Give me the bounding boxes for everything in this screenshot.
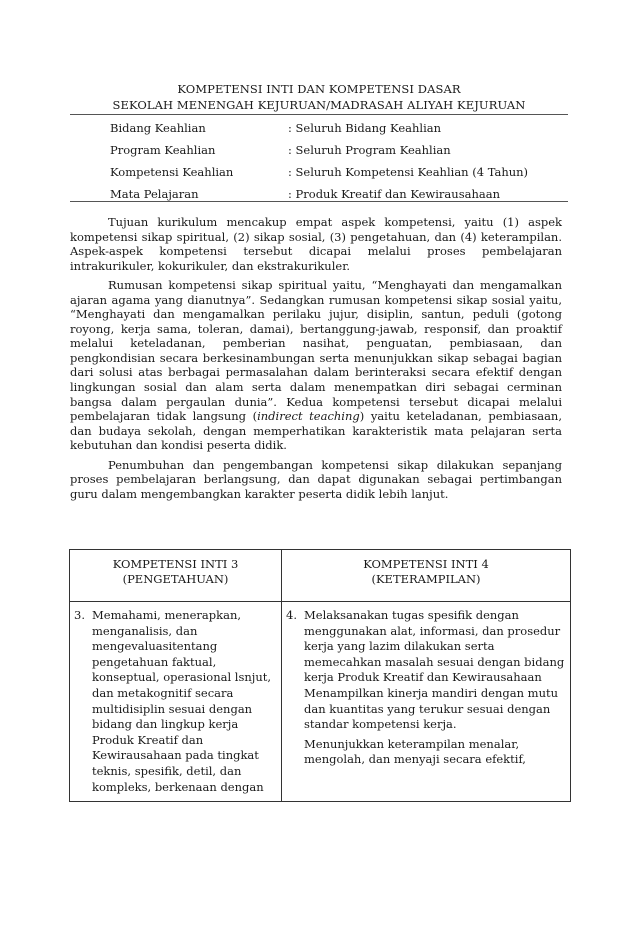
item-text: Melaksanakan tugas spesifik dengan menggunakan alat, informasi, dan prosedur kerja yang lazim dilakukan serta memecahkan masalah sesuai dengan bidang kerja Produk Kreatif dan Kewirausahaan Menampilkan kinerja mandiri dengan mutu dan kuantitas yang terukur sesuai dengan standar kompetensi kerja. [304, 608, 565, 732]
competency-table [69, 549, 571, 802]
body-text [70, 215, 562, 506]
item-extra-text: Menunjukkan keterampilan menalar, mengolah, dan menyaji secara efektif, [304, 736, 526, 767]
header-ki4 [282, 550, 571, 602]
meta-row-program [110, 142, 528, 164]
table-header-row [70, 550, 571, 602]
paragraph-2 [70, 278, 562, 453]
header-rule-top [70, 114, 568, 115]
meta-row-mapel [110, 186, 528, 208]
header-ki3-line1: KOMPETENSI INTI 3 [112, 557, 239, 571]
cell-ki4 [282, 602, 571, 802]
meta-value: : Seluruh Bidang Keahlian [288, 121, 442, 135]
meta-label: Kompetensi Keahlian [110, 165, 234, 179]
paragraph-1: Tujuan kurikulum mencakup empat aspek kompetensi, yaitu (1) aspek kompetensi sikap spiritual, (2) sikap sosial, (3) pengetahuan, dan (4) keterampilan. Aspek-aspek kompetensi tersebut dicapai melalui proses pembelajaran intrakurikuler, kokurikuler, dan ekstrakurikuler. [70, 215, 562, 273]
item-number: 4. [286, 608, 297, 622]
cell-ki3 [70, 602, 282, 802]
table-row [70, 602, 571, 802]
paragraph-2-emphasis: indirect teaching [257, 409, 360, 424]
list-item [74, 608, 276, 795]
item-text: Memahami, menerapkan, menganalisis, dan mengevaluasitentang pengetahuan faktual, konseptual, operasional lsnjut, dan metakognitif secara multidisiplin sesuai dengan bidang dan lingkup kerja Produk Kreatif dan Kewirausahaan pada tingkat teknis, spesifik, detil, dan kompleks, berkenaan dengan [92, 608, 272, 794]
meta-value: : Produk Kreatif dan Kewirausahaan [288, 187, 500, 201]
meta-value: : Seluruh Program Keahlian [288, 143, 451, 157]
item-number: 3. [74, 608, 85, 622]
meta-label: Bidang Keahlian [110, 121, 206, 135]
paragraph-2-part-b: ) yaitu keteladanan, pembiasaan, dan budaya sekolah, dengan memperhatikan karakteristik mata pelajaran serta kebutuhan dan kondisi peserta didik. [70, 409, 562, 453]
list-item [286, 608, 565, 733]
subject-info [110, 120, 528, 208]
header-ki4-line1: KOMPETENSI INTI 4 [363, 557, 489, 571]
header-rule-bottom [70, 201, 568, 202]
paragraph-2-part-a: Rumusan kompetensi sikap spiritual yaitu, “Menghayati dan mengamalkan ajaran agama yang dianutnya”. Sedangkan rumusan kompetensi sikap sosial yaitu, “Menghayati dan mengamalkan perilaku jujur, disiplin, santun, peduli (gotong royong, kerja sama, toleran, damai), bertanggung-jawab, responsif, dan proaktif melalui keteladanan, pemberian nasihat, penguatan, pembiasaan, dan pengkondisian secara berkesinambungan serta menunjukkan sikap sebagai bagian dari solusi atas berbagai permasalahan dalam berinteraksi secara efektif dengan lingkungan sosial dan alam serta dalam menempatkan diri sebagai cerminan bangsa dalam pergaulan dunia”. Kedua kompetensi tersebut dicapai melalui pembelajaran tidak langsung ( [70, 278, 562, 424]
title-line-2: SEKOLAH MENENGAH KEJURUAN/MADRASAH ALIYAH KEJURUAN [112, 98, 526, 112]
meta-label: Program Keahlian [110, 143, 216, 157]
meta-label: Mata Pelajaran [110, 187, 199, 201]
title-line-1: KOMPETENSI INTI DAN KOMPETENSI DASAR [177, 82, 461, 96]
meta-value: : Seluruh Kompetensi Keahlian (4 Tahun) [288, 165, 529, 179]
paragraph-3: Penumbuhan dan pengembangan kompetensi sikap dilakukan sepanjang proses pembelajaran berlangsung, dan dapat digunakan sebagai pertimbangan guru dalam mengembangkan karakter peserta didik lebih lanjut. [70, 457, 562, 501]
meta-row-bidang [110, 120, 528, 142]
header-ki3-line2: (PENGETAHUAN) [122, 572, 229, 586]
document-title [70, 81, 568, 113]
header-ki4-line2: (KETERAMPILAN) [371, 572, 481, 586]
meta-row-kompetensi [110, 164, 528, 186]
header-ki3 [70, 550, 282, 602]
